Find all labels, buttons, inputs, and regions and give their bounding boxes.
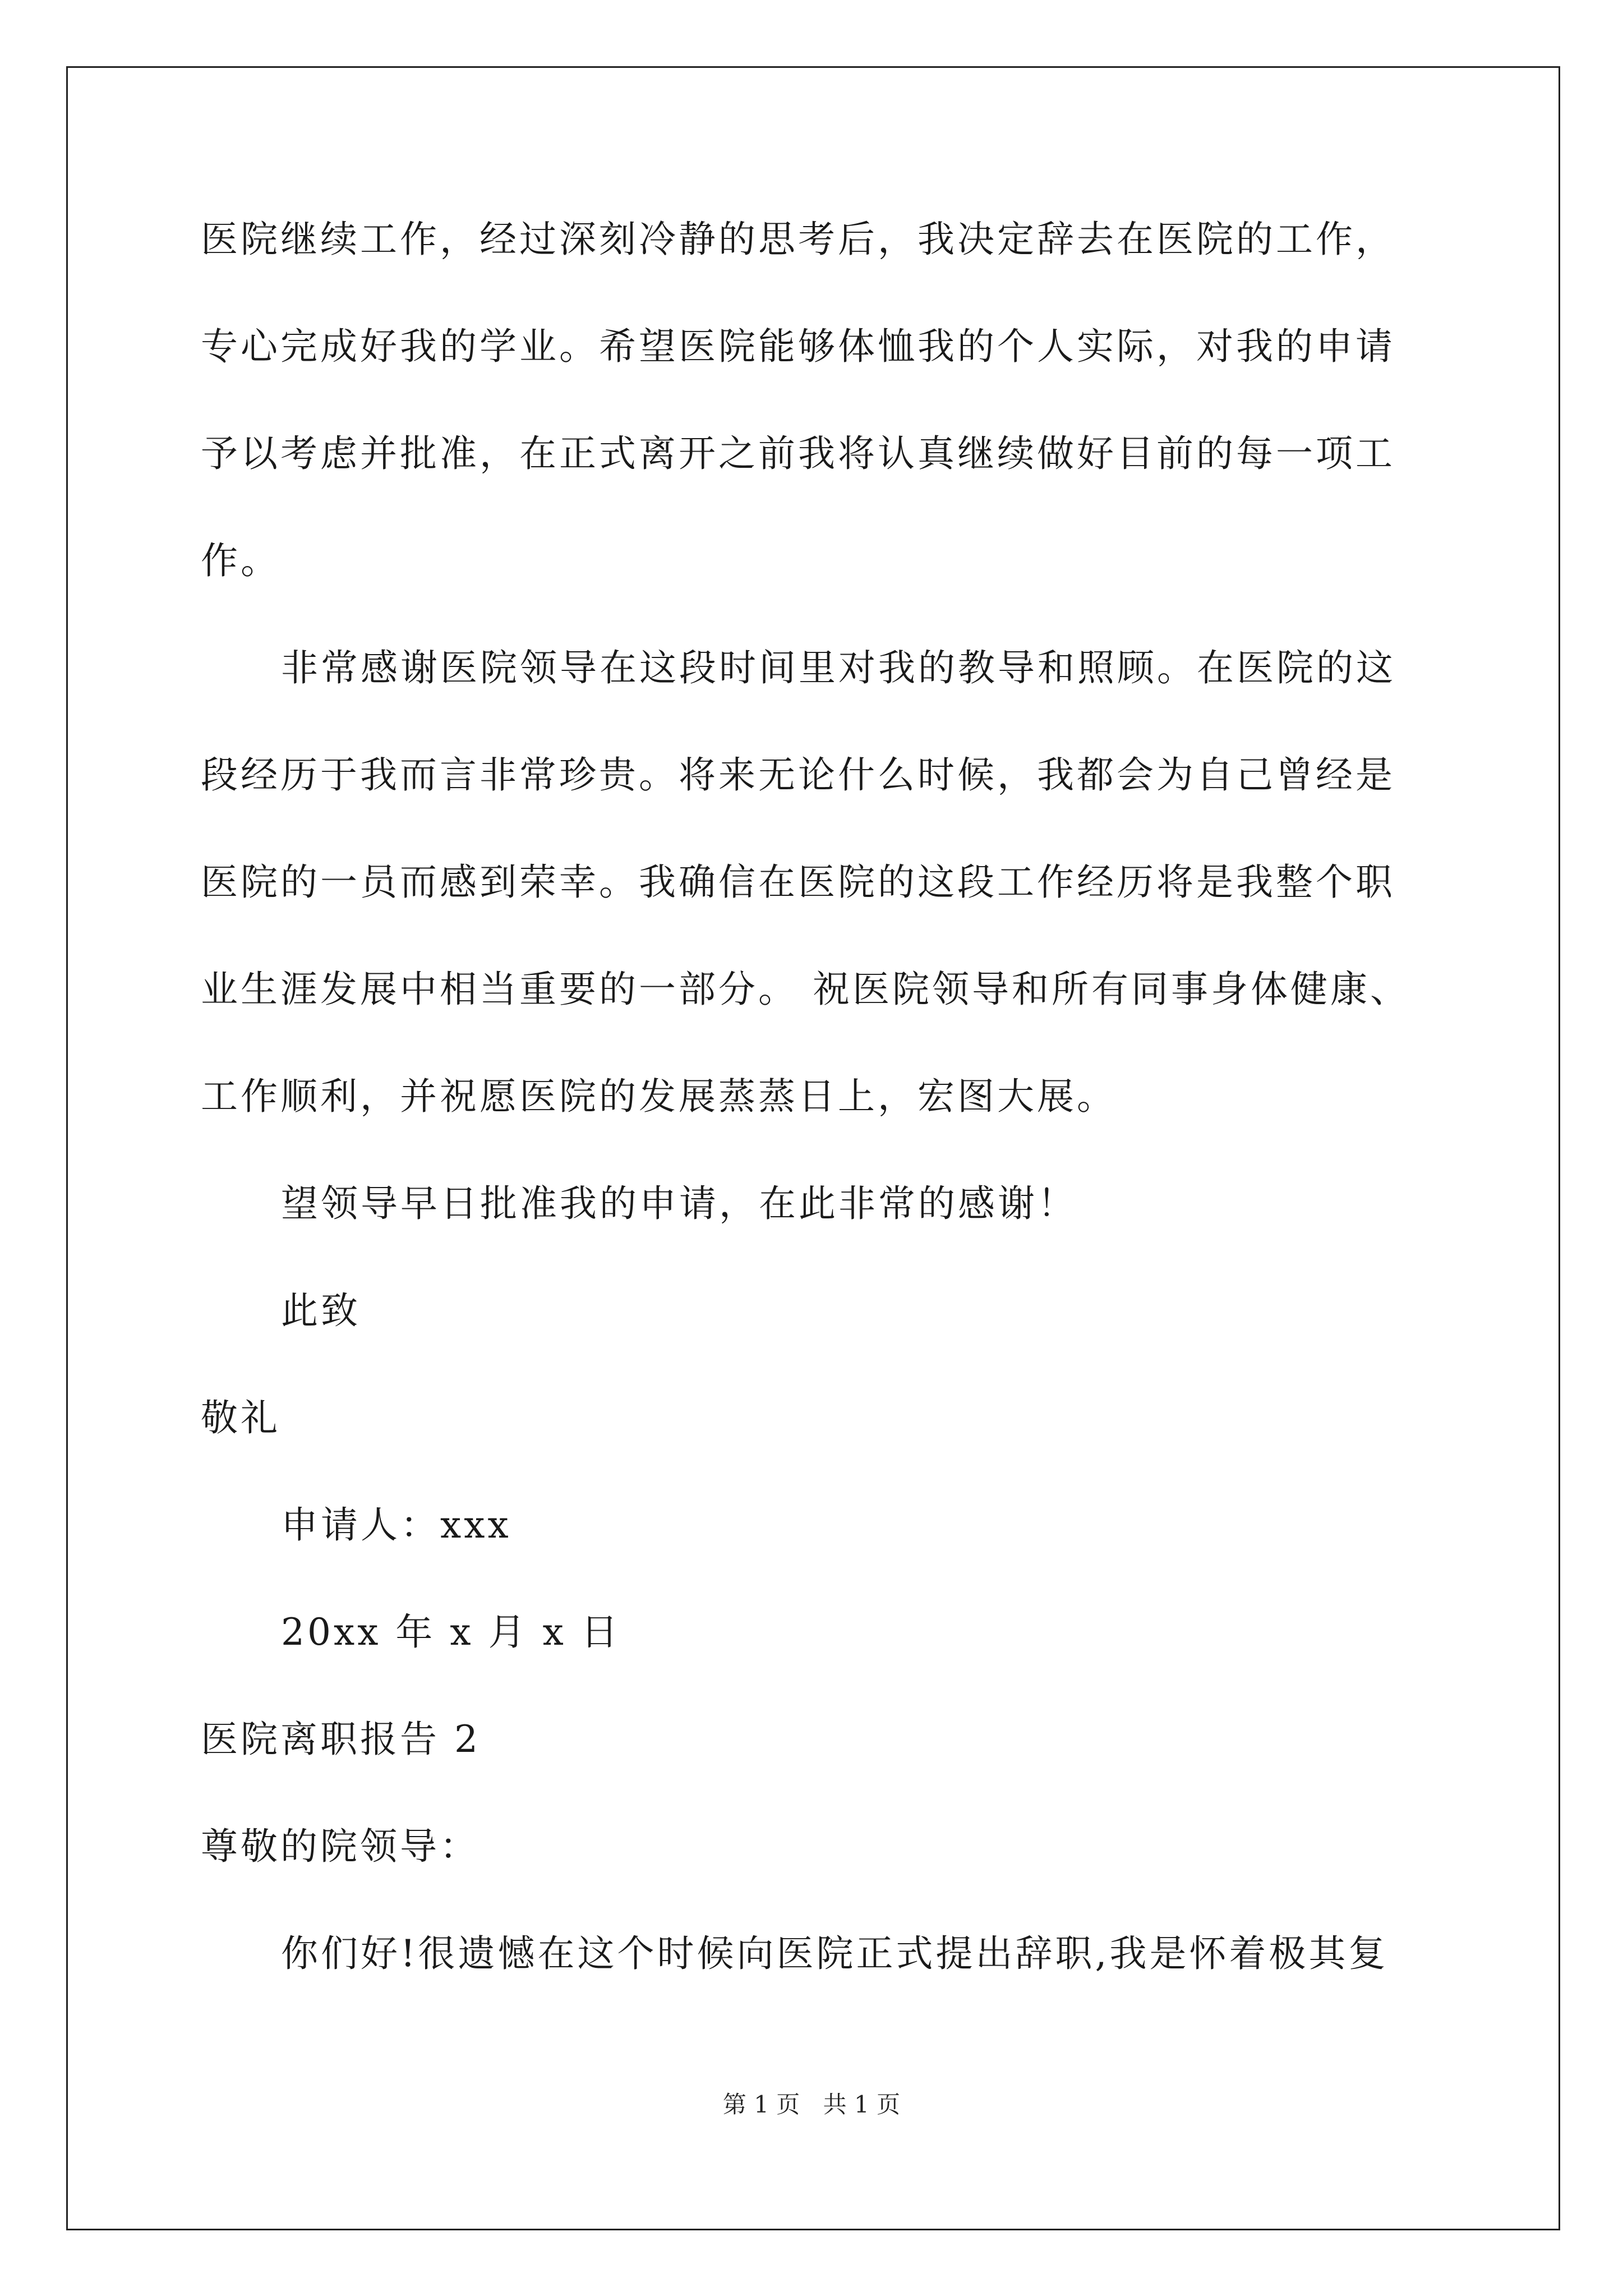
text-line-6: 段经历于我而言非常珍贵。将来无论什么时候，我都会为自己曾经是 — [201, 753, 1395, 797]
text-line-4: 作。 — [201, 539, 280, 582]
greeting-line: 尊敬的院领导： — [201, 1825, 479, 1868]
section-title: 医院离职报告 2 — [201, 1718, 481, 1761]
text-line-3: 予以考虑并批准，在正式离开之前我将认真继续做好目前的每一项工 — [201, 432, 1395, 475]
page-number-total: 共 1 页 — [823, 2091, 901, 2118]
text-line-10: 望领导早日批准我的申请，在此非常的感谢！ — [281, 1182, 1077, 1225]
text-line-9: 工作顺利，并祝愿医院的发展蒸蒸日上，宏图大展。 — [201, 1075, 1117, 1118]
applicant-line: 申请人：xxx — [281, 1503, 511, 1547]
text-line-5: 非常感谢医院领导在这段时间里对我的教导和照顾。在医院的这 — [281, 646, 1396, 689]
text-line-7: 医院的一员而感到荣幸。我确信在医院的这段工作经历将是我整个职 — [201, 861, 1395, 904]
page-footer — [0, 2088, 1623, 2122]
text-line-17: 你们好!很遗憾在这个时候向医院正式提出辞职,我是怀着极其复 — [281, 1932, 1389, 1975]
document-body — [201, 213, 1435, 2035]
text-line-8: 业生涯发展中相当重要的一部分。 祝医院领导和所有同事身体健康、 — [201, 968, 1410, 1011]
text-line-1: 医院继续工作，经过深刻冷静的思考后，我决定辞去在医院的工作， — [201, 218, 1395, 261]
date-line: 20xx 年 x 月 x 日 — [281, 1611, 621, 1654]
salutation-closing: 此致 — [281, 1289, 361, 1332]
text-line-2: 专心完成好我的学业。希望医院能够体恤我的个人实际，对我的申请 — [201, 325, 1395, 368]
salutation-regards: 敬礼 — [201, 1396, 280, 1439]
page-number-current: 第 1 页 — [722, 2091, 800, 2118]
